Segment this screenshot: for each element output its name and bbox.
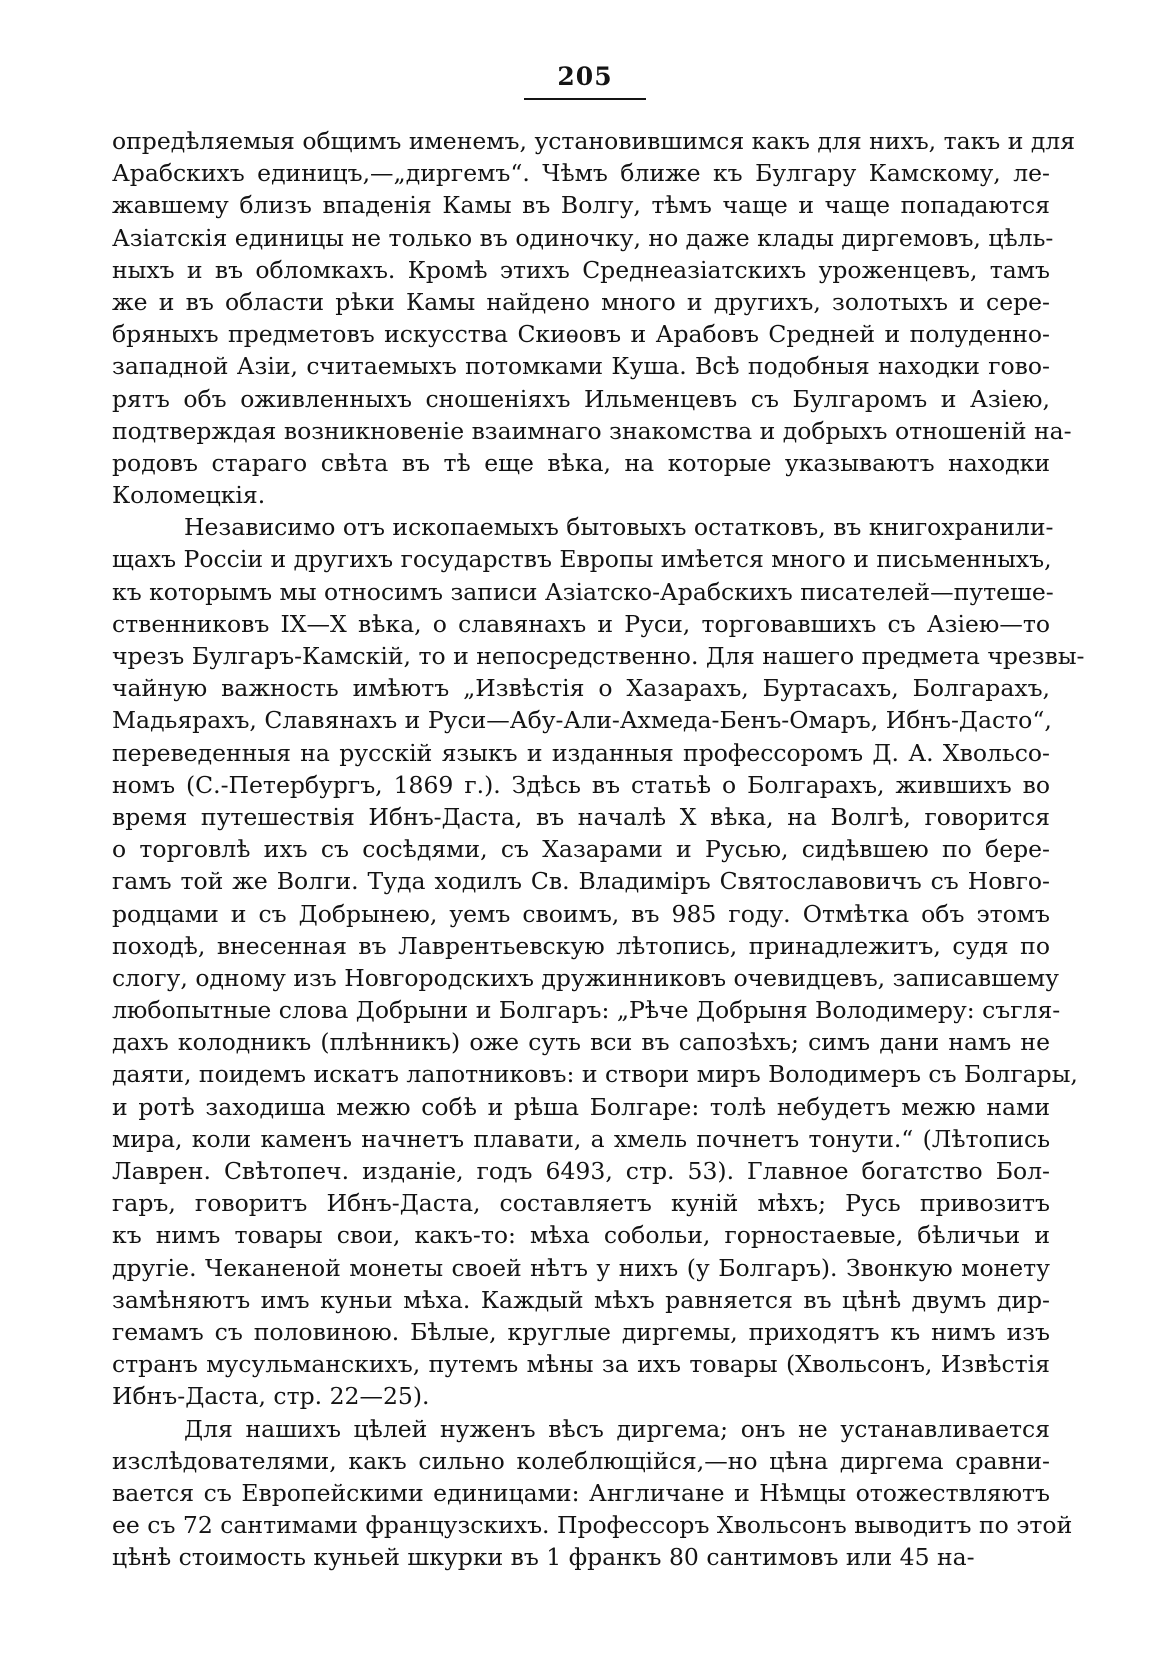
text-line: любопытные слова Добрыни и Болгаръ: „Рѣче Добрыня Володимеру: съгля- <box>112 996 1061 1025</box>
text-line: западной Азіи, считаемыхъ потомками Куша. Всѣ подобныя находки гово- <box>112 352 1050 381</box>
text-line: родцами и съ Добрынею, уемъ своимъ, въ 985 году. Отмѣтка объ этомъ <box>112 899 1050 928</box>
text-line: слогу, одному изъ Новгородскихъ дружинниковъ очевидцевъ, записавшему <box>112 963 1060 992</box>
text-line: ственниковъ IX—X вѣка, о славянахъ и Руси, торговавшихъ съ Азіею—то <box>112 609 1050 638</box>
text-line: Лаврен. Свѣтопеч. изданіе, годъ 6493, стр. 53). Главное богатство Бол- <box>112 1157 1050 1185</box>
text-line: Арабскихъ единицъ,—„диргемъ“. Чѣмъ ближе къ Булгару Камскому, ле- <box>112 159 1050 188</box>
text-line: Для нашихъ цѣлей нуженъ вѣсъ диргема; онъ не устанавливается <box>184 1414 1050 1443</box>
text-line: и ротѣ заходиша межю собѣ и рѣша Болгаре: толѣ небудетъ межю нами <box>112 1092 1050 1121</box>
text-line: гамъ той же Волги. Туда ходилъ Св. Владиміръ Святославовичъ съ Новго- <box>112 867 1050 896</box>
text-line: Независимо отъ ископаемыхъ бытовыхъ остатковъ, въ книгохранили- <box>184 513 1054 542</box>
text-line: изслѣдователями, какъ сильно колеблющійся,—но цѣна диргема сравни- <box>112 1446 1050 1475</box>
page-number-rule <box>524 98 646 100</box>
text-line: родовъ стараго свѣта въ тѣ еще вѣка, на которые указываютъ находки <box>112 448 1050 477</box>
text-line: Ибнъ-Даста, стр. 22—25). <box>112 1382 430 1411</box>
text-line: чайную важность имѣютъ „Извѣстія о Хазарахъ, Буртасахъ, Болгарахъ, <box>112 674 1050 703</box>
text-line: къ нимъ товары свои, какъ-то: мѣха собольи, горностаевые, бѣличьи и <box>112 1221 1050 1250</box>
text-line: переведенныя на русскій языкъ и изданныя профессоромъ Д. А. Хвольсо- <box>112 738 1050 767</box>
text-line: время путешествія Ибнъ-Даста, въ началѣ X вѣка, на Волгѣ, говорится <box>112 802 1050 831</box>
text-line: мира, коли каменъ начнетъ плавати, а хмель почнетъ тонути.“ (Лѣтопись <box>112 1124 1050 1153</box>
text-line: жавшему близъ впаденія Камы въ Волгу, тѣмъ чаще и чаще попадаются <box>112 191 1050 220</box>
text-line: рятъ объ оживленныхъ сношеніяхъ Ильменцевъ съ Булгаромъ и Азіею, <box>112 384 1050 413</box>
text-line: ныхъ и въ обломкахъ. Кромѣ этихъ Среднеазіатскихъ уроженцевъ, тамъ <box>112 255 1050 284</box>
text-line: Коломецкія. <box>112 481 266 510</box>
text-line: даяти, поидемъ искатъ лапотниковъ: и створи миръ Володимеръ съ Болгары, <box>112 1060 1078 1089</box>
text-line: чрезъ Булгаръ-Камскій, то и непосредственно. Для нашего предмета чрезвы- <box>112 642 1085 670</box>
text-line: гемамъ съ половиною. Бѣлые, круглые диргемы, приходятъ къ нимъ изъ <box>112 1317 1050 1346</box>
text-line: номъ (С.-Петербургъ, 1869 г.). Здѣсь въ статьѣ о Болгарахъ, жившихъ во <box>112 770 1050 799</box>
text-line: Азіатскія единицы не только въ одиночку, но даже клады диргемовъ, цѣль- <box>112 223 1054 252</box>
body-text <box>112 125 1085 1573</box>
text-line: походѣ, внесенная въ Лаврентьевскую лѣтопись, принадлежитъ, судя по <box>112 931 1050 960</box>
paragraph <box>112 125 1076 511</box>
paragraph <box>112 511 1085 1412</box>
text-line: Мадьярахъ, Славянахъ и Руси—Абу-Али-Ахмеда-Бенъ-Омаръ, Ибнъ-Дасто“, <box>112 706 1052 735</box>
text-line: цѣнѣ стоимость куньей шкурки въ 1 франкъ 80 сантимовъ или 45 на- <box>112 1543 975 1572</box>
text-line: замѣняютъ имъ куньи мѣха. Каждый мѣхъ равняется въ цѣнѣ двумъ дир- <box>112 1285 1050 1314</box>
paragraph <box>112 1413 1073 1574</box>
text-line: странъ мусульманскихъ, путемъ мѣны за ихъ товары (Хвольсонъ, Извѣстія <box>112 1350 1050 1379</box>
text-line: ее съ 72 сантимами французскихъ. Профессоръ Хвольсонъ выводитъ по этой <box>112 1511 1073 1540</box>
text-line: же и въ области рѣки Камы найдено много и другихъ, золотыхъ и сере- <box>112 287 1050 316</box>
text-line: дахъ колодникъ (плѣнникъ) оже суть вси въ сапозѣхъ; симъ дани намъ не <box>112 1028 1050 1057</box>
text-line: къ которымъ мы относимъ записи Азіатско-Арабскихъ писателей—путеше- <box>112 577 1054 606</box>
text-line: другіе. Чеканеной монеты своей нѣтъ у нихъ (у Болгаръ). Звонкую монету <box>112 1253 1050 1282</box>
text-line: гаръ, говоритъ Ибнъ-Даста, составляетъ куній мѣхъ; Русь привозитъ <box>112 1189 1050 1218</box>
text-line: щахъ Россіи и другихъ государствъ Европы имѣется много и письменныхъ, <box>112 545 1052 574</box>
text-line: опредѣляемыя общимъ именемъ, установившимся какъ для нихъ, такъ и для <box>112 127 1076 155</box>
text-line: подтверждая возникновеніе взаимнаго знакомства и добрыхъ отношеній на- <box>112 416 1072 445</box>
text-line: бряныхъ предметовъ искусства Скиѳовъ и Арабовъ Средней и полуденно- <box>112 320 1050 349</box>
text-line: о торговлѣ ихъ съ сосѣдями, съ Хазарами и Русью, сидѣвшею по бере- <box>112 835 1050 864</box>
text-line: вается съ Европейскими единицами: Англичане и Нѣмцы отожествляютъ <box>112 1478 1050 1507</box>
page-number: 205 <box>557 62 613 91</box>
